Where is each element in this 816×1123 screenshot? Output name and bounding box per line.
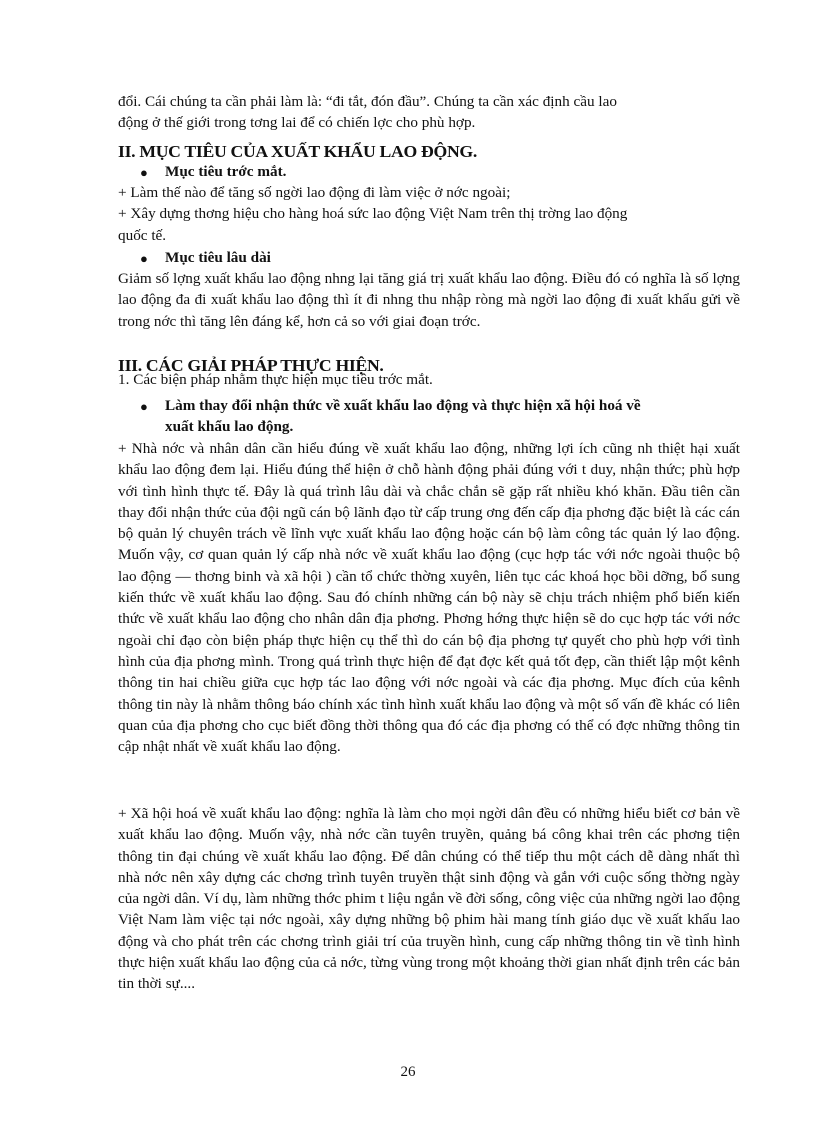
long-term-paragraph: Giảm số lợng xuất khẩu lao động nhng lại tăng giá trị xuất khẩu lao động. Điều đó có nghĩa là số lợng lao động đa đi xuất khẩu lao động thì ít đi nhng thu nhập ròng mà ngời lao động đi xuất khẩu gửi về trong nớc thì tăng lên đáng kể, hơn cả so với giai đoạn trớc. [118,270,740,330]
intro-paragraph [118,91,740,134]
bullet-title-line-1: Làm thay đổi nhận thức về xuất khẩu lao động và thực hiện xã hội hoá về [165,397,641,414]
bullet-2-title: Mục tiêu lâu dài [165,249,271,266]
section-2-heading: II. MỤC TIÊU CỦA XUẤT KHẨU LAO ĐỘNG. [118,142,477,161]
goal-line-2: + Xây dựng thơng hiệu cho hàng hoá sức lao động Việt Nam trên thị trờng lao động [118,205,628,223]
bullet-icon: ● [140,399,148,414]
section-3-heading: III. CÁC GIẢI PHÁP THỰC HIỆN. [118,356,384,375]
page-number: 26 [400,1064,416,1080]
bullet-icon: ● [140,251,148,266]
bullet-title-line-2: xuất khẩu lao động. [165,418,294,436]
intro-line-2: động ở thế giới trong tơng lai để có chiến lợc cho phù hợp. [118,114,476,132]
section-2-goals-list [118,182,740,246]
bullet-title [165,395,745,438]
socialization-paragraph: + Xã hội hoá về xuất khẩu lao động: nghĩa là làm cho mọi ngời dân đều có những hiểu biết cơ bản về xuất khẩu lao động. Muốn vậy, nhà nớc cần tuyên truyền, quảng bá công khai trên các phơng tiện thông tin đại chúng về xuất khẩu lao động. Để dân chúng có thể tiếp thu một cách dễ dàng nhất thì nhà nớc nên xây dựng các chơng trình tuyên truyền thật sinh động và gắn với cuộc sống thờng ngày của ngời dân. Ví dụ, làm những thớc phim t liệu ngắn về đời sống, công việc của những ngời lao động Việt Nam làm việc tại nớc ngoài, xây dựng những bộ phim hài mang tính giáo dục về xuất khẩu lao động và cho phát trên các chơng trình giải trí của truyền hình, cung cấp những thông tin về tình hình thực hiện xuất khẩu lao động của cả nớc, từng vùng trong một khoảng thời gian nhất định trên các bản tin thời sự.... [118,805,740,993]
awareness-paragraph: + Nhà nớc và nhân dân cần hiểu đúng về xuất khẩu lao động, những lợi ích cũng nh thiệt hại xuất khẩu lao động đem lại. Hiểu đúng thể hiện ở chỗ hành động phải đúng với t duy, nhận thức; phù hợp với tình hình thực tế. Đây là quá trình lâu dài và chắc chắn sẽ gặp rất nhiều khó khăn. Đầu tiên cần thay đổi nhận thức của đội ngũ cán bộ lãnh đạo từ cấp trung ơng đến cấp địa phơng đặc biệt là các cán bộ quản lý chuyên trách về lĩnh vực xuất khẩu lao động hoặc cán bộ làm công tác quản lý lao động. Muốn vậy, cơ quan quản lý cấp nhà nớc về xuất khẩu lao động (cục hợp tác với nớc ngoài thuộc bộ lao động — thơng binh và xã hội ) cần tổ chức thờng xuyên, liên tục các khoá học bồi dỡng, bổ sung kiến thức về xuất khẩu lao động. Sau đó chính những cán bộ này sẽ chịu trách nhiệm phổ biến kiến thức về xuất khẩu lao động cho nhân dân địa phơng. Phơng hớng thực hiện sẽ do cục hợp tác với nớc ngoài chỉ đạo còn biện pháp thực hiện cụ thể thì do cán bộ địa phơng tự quyết cho phù hợp với tình hình của địa phơng mình. Trong quá trình thực hiện để đạt đợc kết quả tốt đẹp, cần thiết lập một kênh thông tin hai chiều giữa cục hợp tác lao động với nớc ngoài và các địa phơng. Mục đích của kênh thông tin này là nhằm thông báo chính xác tình hình xuất khẩu lao động và một số vấn đề khác có liên quan của địa phơng cho cục biết đồng thời thông qua đó các địa phơng có thể có đợc những thông tin cập nhật nhất về xuất khẩu lao động. [118,440,740,756]
goal-line-3: quốc tế. [118,226,167,244]
intro-line-1: đổi. Cái chúng ta cần phải làm là: “đi tắt, đón đầu”. Chúng ta cần xác định cầu lao [118,93,617,110]
bullet-1-title: Mục tiêu trớc mắt. [165,163,287,180]
bullet-icon: ● [140,165,148,180]
goal-line-1: + Làm thế nào để tăng số ngời lao động đi làm việc ở nớc ngoài; [118,184,511,201]
item-1-heading: 1. Các biện pháp nhằm thực hiện mục tiêu trớc mắt. [118,371,433,388]
